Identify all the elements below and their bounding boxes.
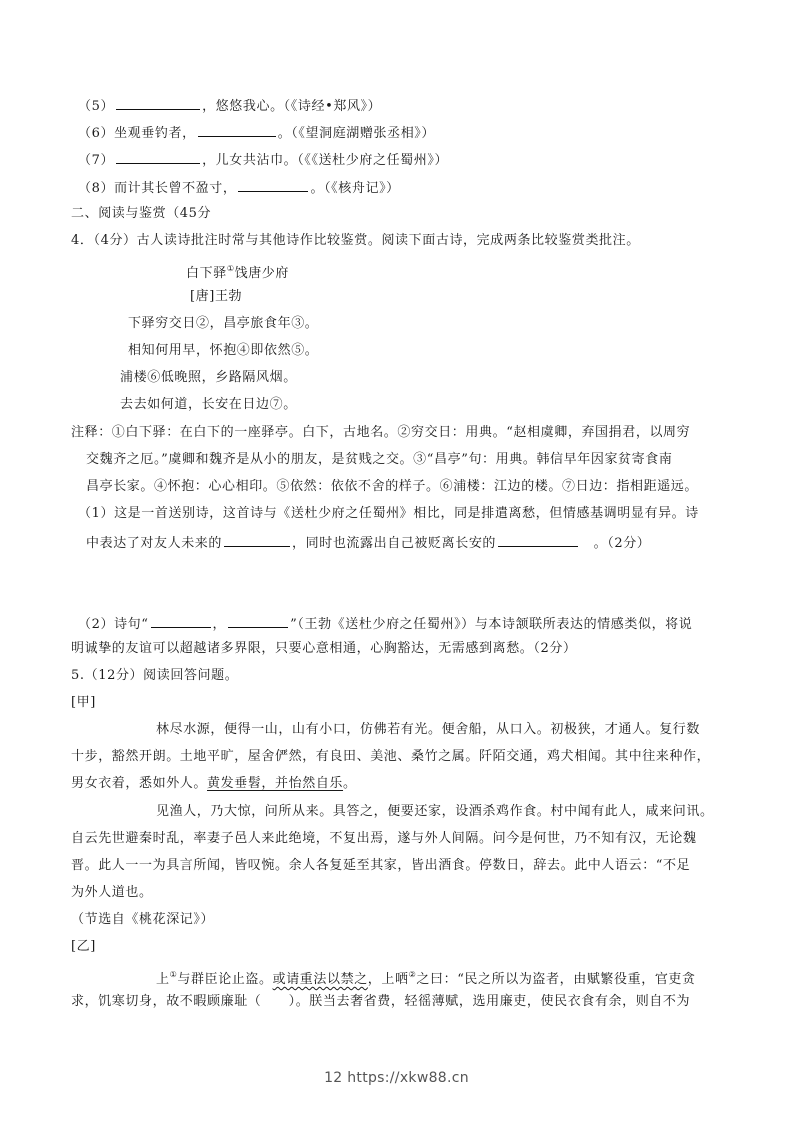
- answer-blank[interactable]: [116, 95, 200, 110]
- passage-jia-line: 晋。此人一一为具言所闻，皆叹惋。余人各复延至其家，皆出酒食。停数日，辞去。此中人语云：“不足: [71, 858, 691, 873]
- passage-yi-label: [乙]: [71, 939, 96, 954]
- answer-blank[interactable]: [228, 613, 288, 628]
- passage-jia-line: 十步，豁然开朗。土地平旷，屋舍俨然，有良田、美池、桑竹之属。阡陌交通，鸡犬相闻。其中往来种作，: [71, 749, 711, 764]
- answer-blank[interactable]: [116, 149, 200, 164]
- answer-blank[interactable]: [224, 532, 290, 547]
- passage-yi-line: 上①与群臣论止盗。或请重法以禁之，上哂②之曰：“民之所以为盗者，由赋繁役重，官吏贪: [156, 970, 696, 987]
- subquestion-2-cont: 明诚挚的友谊可以超越诸多界限，只要心意相通，心胸豁达，无需感到离愁。（2分）: [71, 641, 577, 656]
- passage-jia-line: 林尽水源，便得一山，山有小口，仿佛若有光。便舍船，从口入。初极狭，才通人。复行数: [156, 722, 701, 737]
- answer-blank[interactable]: [498, 532, 578, 547]
- poem-line: 下驿穷交日②，昌亭旅食年③。: [128, 316, 319, 331]
- fill-blank-5: （5） ，悠悠我心。（《诗经•郑风》）: [78, 95, 381, 116]
- poem-line: 去去如何道，长安在日边⑦。: [120, 397, 297, 412]
- answer-blank[interactable]: [151, 613, 211, 628]
- passage-jia-line: 男女衣着，悉如外人。黄发垂髫，并怡然自乐。: [71, 776, 357, 791]
- answer-blank[interactable]: [238, 177, 308, 192]
- page-footer: 12 https://xkw88.cn: [324, 1070, 469, 1086]
- passage-jia-line: 为外人道也。: [71, 885, 153, 900]
- wavy-underlined-sentence: 或请重法以禁之: [272, 972, 368, 987]
- fill-blank-7: （7） ，儿女共沾巾。（《《送杜少府之任蜀州》）: [78, 149, 448, 170]
- poem-notes-line: 注释：①白下驿：在白下的一座驿亭。白下，古地名。②穷交日：用典。“赵相虞卿，弃国捐君，以周穷: [71, 425, 691, 440]
- fill-blank-8: （8）而计其长曾不盈寸， 。（《核舟记》）: [78, 177, 400, 198]
- poem-notes-line: 昌亭长家。④怀抱：心心相印。⑤依然：依依不舍的样子。⑥浦楼：江边的楼。⑦日边：指相距遥远。: [86, 479, 699, 494]
- question-5-stem: 5.（12分）阅读回答问题。: [71, 668, 239, 683]
- poem-title: 白下驿①饯唐少府: [186, 264, 289, 281]
- poem-line: 相知何用早，怀抱④即依然⑤。: [128, 343, 319, 358]
- poem-notes-line: 交魏齐之厄。”虞卿和魏齐是从小的朋友，是贫贱之交。③“昌亭”句：用典。韩信早年因家贫寄食南: [86, 452, 673, 467]
- underlined-sentence: 黄发垂髫，并怡然自乐: [207, 776, 344, 791]
- subquestion-2: （2）诗句“ ， ”（王勃《送杜少府之任蜀州》）与本诗颔联所表达的情感类似，将说: [78, 613, 692, 634]
- question-4-stem: 4．（4分）古人读诗批注时常与其他诗作比较鉴赏。阅读下面古诗，完成两条比较鉴赏类批注。: [71, 233, 640, 248]
- subquestion-1: （1）这是一首送别诗，这首诗与《送杜少府之任蜀州》相比，同是排遣离愁，但情感基调明显有异。诗: [78, 506, 699, 521]
- passage-jia-line: 自云先世避秦时乱，率妻子邑人来此绝境，不复出焉，遂与外人间隔。问今是何世，乃不知有汉，无论魏: [71, 831, 697, 846]
- answer-blank[interactable]: [198, 122, 276, 137]
- passage-source: （节选自《桃花深记》）: [71, 912, 215, 927]
- passage-yi-line: 求，饥寒切身，故不暇顾廉耻（ ）。朕当去奢省费，轻徭薄赋，选用廉吏，使民衣食有余，则自不为: [71, 994, 691, 1009]
- poem-author: [唐]王勃: [190, 289, 243, 304]
- fill-blank-6: （6）坐观垂钓者， 。（《望洞庭湖赠张丞相》）: [78, 122, 435, 143]
- section-title: 二、阅读与鉴赏（45分: [71, 206, 212, 221]
- passage-jia-line: 见渔人，乃大惊，问所从来。具答之，便要还家，设酒杀鸡作食。村中闻有此人，咸来问讯。: [156, 804, 714, 819]
- passage-jia-label: [甲]: [71, 695, 96, 710]
- subquestion-1-blanks: 中表达了对友人未来的 ，同时也流露出自己被贬离长安的 。（2分）: [86, 532, 650, 553]
- poem-line: 浦楼⑥低晚照，乡路隔风烟。: [120, 370, 297, 385]
